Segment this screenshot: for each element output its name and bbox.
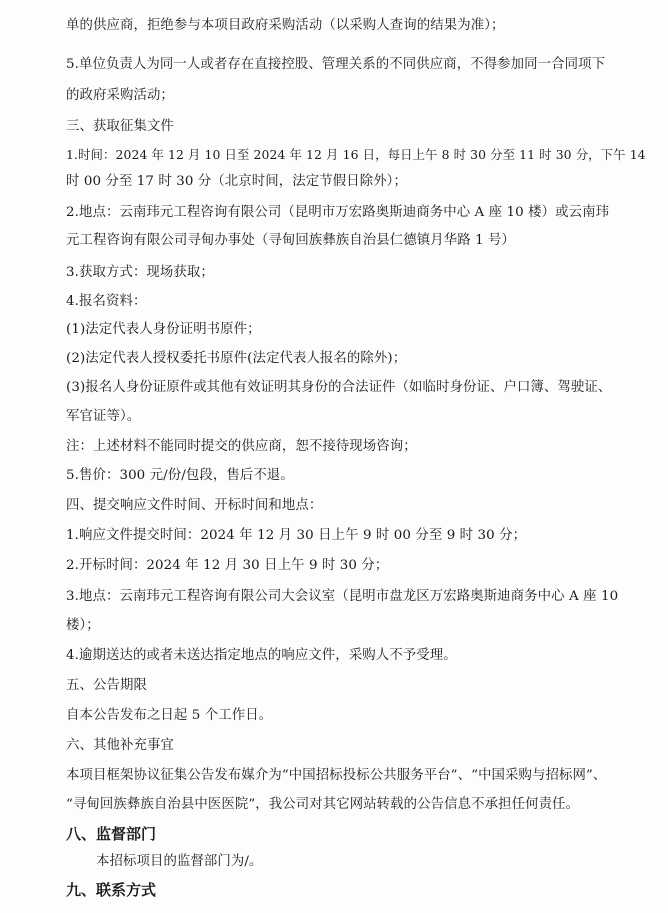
text-line: 5.单位负责人为同一人或者存在直接控股、管理关系的不同供应商，不得参加同一合同项下 — [66, 57, 606, 72]
section-heading: 四、提交响应文件时间、开标时间和地点： — [66, 498, 323, 513]
section-8-body: 本招标项目的监督部门为/。 — [96, 854, 263, 869]
section-heading: 六、其他补充事宜 — [66, 738, 174, 753]
text-line: 单的供应商，拒绝参与本项目政府采购活动（以采购人查询的结果为准）； — [66, 18, 505, 33]
section-heading: 三、获取征集文件 — [66, 119, 174, 134]
text-line: 4.报名资料： — [66, 294, 147, 309]
text-line: 元工程咨询有限公司寻甸办事处（寻甸回族彝族自治县仁德镇月华路 1 号） — [66, 233, 516, 248]
text-line: 5.售价：300 元/份/包段，售后不退。 — [66, 468, 294, 483]
text-line: (3)报名人身份证原件或其他有效证明其身份的合法证件（如临时身份证、户口簿、驾驶证、 — [66, 380, 612, 395]
section-heading: 五、公告期限 — [66, 678, 147, 693]
section-9-heading: 九、联系方式 — [66, 881, 157, 899]
text-line: 1.响应文件提交时间：2024 年 12 月 30 日上午 9 时 00 分至 9 时 30 分； — [66, 528, 527, 543]
text-line: 本项目框架协议征集公告发布媒介为“中国招标投标公共服务平台”、“中国采购与招标网”、 — [66, 768, 607, 783]
text-line: 3.获取方式：现场获取； — [66, 265, 214, 280]
text-line: 自本公告发布之日起 5 个工作日。 — [66, 708, 273, 723]
text-line: 时 00 分至 17 时 30 分（北京时间，法定节假日除外）； — [66, 174, 407, 189]
text-line: (2)法定代表人授权委托书原件(法定代表人报名的除外)； — [66, 351, 407, 366]
text-line: 2.开标时间：2024 年 12 月 30 日上午 9 时 30 分； — [66, 558, 389, 573]
text-line: “寻甸回族彝族自治县中医医院”，我公司对其它网站转载的公告信息不承担任何责任。 — [66, 797, 580, 812]
text-line: 4.逾期送达的或者未送达指定地点的响应文件，采购人不予受理。 — [66, 648, 457, 663]
text-line: 楼）； — [66, 618, 100, 633]
section-8-heading: 八、监督部门 — [66, 825, 157, 843]
text-line: 3.地点：云南玮元工程咨询有限公司大会议室（昆明市盘龙区万宏路奥斯迪商务中心 A 座 10 — [66, 589, 619, 604]
text-line: 的政府采购活动； — [66, 88, 174, 103]
text-line: 2.地点：云南玮元工程咨询有限公司（昆明市万宏路奥斯迪商务中心 A 座 10 楼）或云南玮 — [66, 205, 610, 220]
text-line: 1.时间：2024 年 12 月 10 日至 2024 年 12 月 16 日，每日上午 8 时 30 分至 11 时 30 分，下午 14 — [66, 147, 646, 162]
text-line: 军官证等）。 — [66, 409, 141, 424]
text-line: 注：上述材料不能同时提交的供应商，恕不接待现场咨询； — [66, 439, 417, 454]
text-line: (1)法定代表人身份证明书原件； — [66, 322, 261, 337]
